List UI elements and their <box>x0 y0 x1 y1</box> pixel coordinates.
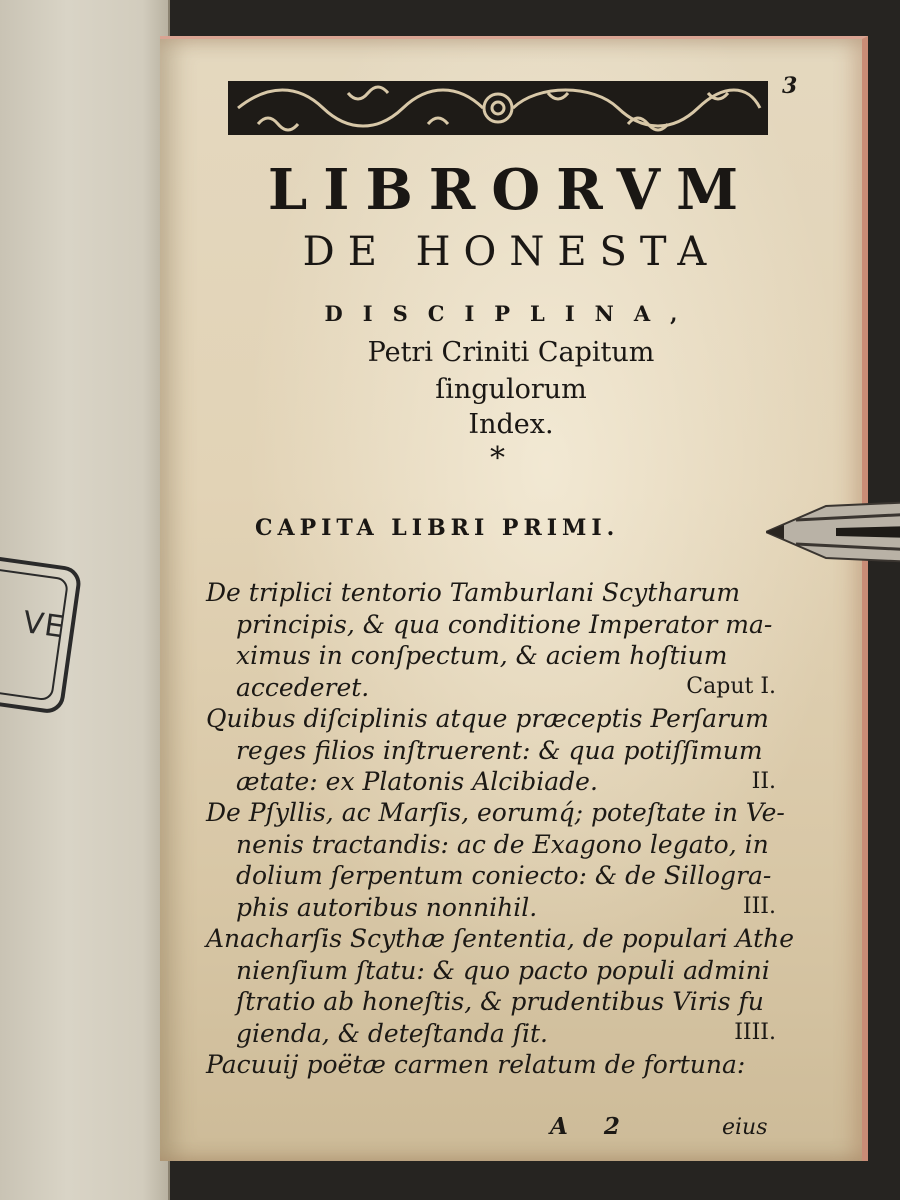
library-stamp <box>0 553 83 715</box>
entry-line: ximus in conſpectum, & aciem hoſtium <box>236 641 728 670</box>
index-entry <box>206 797 785 923</box>
entry-line: ætate: ex Platonis Alcibiade. <box>236 767 598 796</box>
index-entry <box>206 577 776 703</box>
pencil-tip <box>766 492 900 572</box>
entry-line: accederet. <box>236 672 370 702</box>
catchword: eius <box>722 1115 768 1140</box>
entry-line: De triplici tentorio Tamburlani Scytharum <box>206 578 741 607</box>
entry-line: nienſium ſtatu: & quo pacto populi admini <box>236 955 770 985</box>
title-line-author: Petri Criniti Capitum <box>367 337 655 368</box>
index-entry <box>206 1049 776 1081</box>
title-line-disciplina: DISCIPLINA, <box>324 301 698 326</box>
signature-mark: A 2 <box>550 1113 634 1140</box>
chapter-number: III. <box>742 894 776 919</box>
entry-line: nenis tractandis: ac de Exagono legato, in <box>236 829 769 859</box>
entry-line: principis, & qua conditione Imperator ma- <box>236 609 773 639</box>
page-number: 3 <box>782 73 798 99</box>
index-entry <box>206 703 776 798</box>
entry-line: phis autoribus nonnihil. <box>236 892 538 922</box>
entry-line: Pacuuij poëtæ carmen relatum de fortuna: <box>206 1050 746 1079</box>
left-facing-page <box>0 0 170 1200</box>
entry-line: ſtratio ab honeſtis, & prudentibus Viris fu <box>236 987 764 1016</box>
entry-line: Anacharſis Scythæ ſententia, de populari Athe <box>206 924 795 953</box>
book-page <box>160 36 868 1161</box>
entry-line: reges filios inſtruerent: & qua potiſſimum <box>236 735 763 765</box>
entry-line: De Pſyllis, ac Marſis, eorumq́; poteſtate in Ve- <box>206 798 785 827</box>
chapter-number: II. <box>751 769 776 794</box>
section-heading: CAPITA LIBRI PRIMI. <box>255 515 620 541</box>
title-line-de-honesta: DE HONESTA <box>302 229 720 275</box>
title-line-index: Index. <box>468 409 554 440</box>
title-line-librorum: LIBRORVM <box>267 157 755 223</box>
chapter-number: Caput I. <box>686 674 776 699</box>
entry-line: dolium ſerpentum coniecto: & de Sillogra- <box>236 861 772 890</box>
title-line-singulorum: ſingulorum <box>435 374 587 405</box>
index-entry <box>206 923 795 1049</box>
stamp-text: VE <box>20 604 67 646</box>
chapter-number: IIII. <box>734 1020 776 1045</box>
woodcut-ornament-band <box>228 79 768 137</box>
entry-line: gienda, & deteſtanda ſit. <box>236 1018 548 1048</box>
entry-line: Quibus diſciplinis atque præceptis Perſarum <box>206 704 769 733</box>
asterisk-ornament: * <box>490 441 505 476</box>
